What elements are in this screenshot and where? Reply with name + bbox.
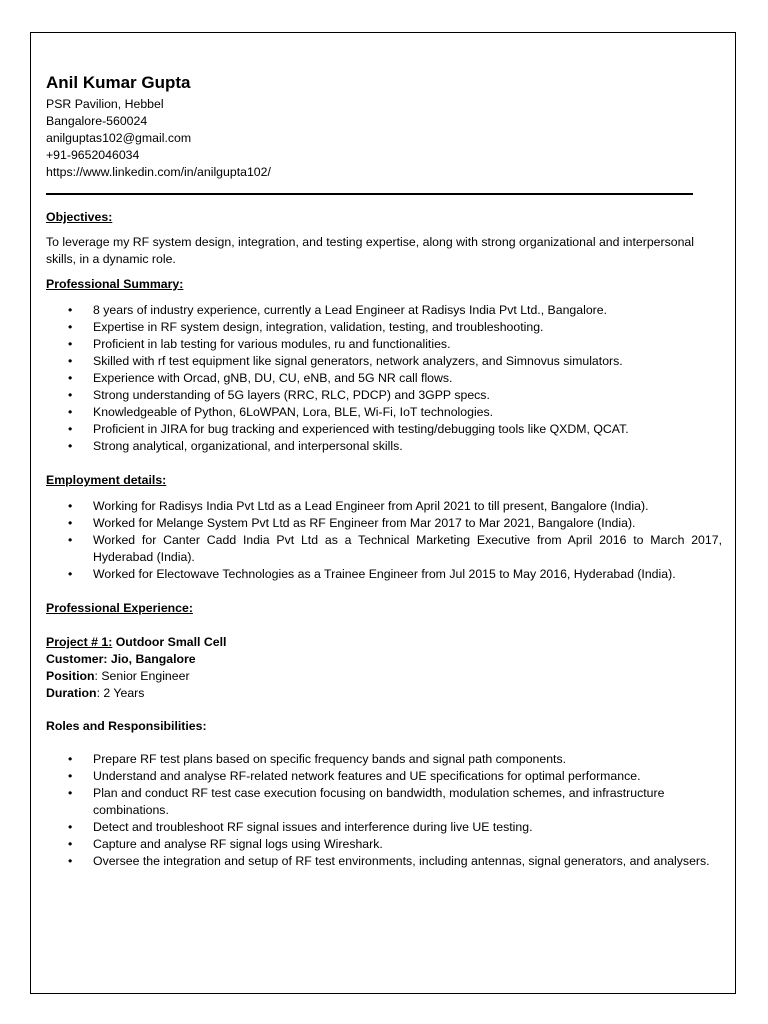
- bullet-icon: •: [68, 837, 73, 851]
- experience-heading: Professional Experience:: [46, 601, 193, 615]
- roles-list: [46, 751, 722, 870]
- bullet-icon: •: [68, 786, 73, 800]
- list-item: • Worked for Electowave Technologies as a Trainee Engineer from Jul 2015 to May 2016, Hyderabad (India).: [68, 567, 676, 581]
- address-line-1: PSR Pavilion, Hebbel: [46, 97, 164, 111]
- bullet-icon: •: [68, 405, 73, 419]
- list-item: • Proficient in lab testing for various modules, ru and functionalities.: [68, 337, 451, 351]
- bullet-icon: •: [68, 354, 73, 368]
- list-item: • Knowledgeable of Python, 6LoWPAN, Lora, BLE, Wi-Fi, IoT technologies.: [68, 405, 494, 419]
- list-item: • Expertise in RF system design, integration, validation, testing, and troubleshooting.: [68, 320, 544, 334]
- duration-line: Duration: 2 Years: [46, 686, 145, 700]
- bullet-icon: •: [68, 439, 73, 453]
- project-line: [46, 634, 722, 651]
- list-item: • Plan and conduct RF test case execution focusing on bandwidth, modulation schemes, and infrastructure combinations.: [68, 786, 665, 817]
- bullet-icon: •: [68, 337, 73, 351]
- roles-heading: Roles and Responsibilities:: [46, 719, 207, 733]
- objectives-text: To leverage my RF system design, integration, and testing expertise, along with strong organizational and interpersonal skills, in a dynamic role.: [46, 235, 694, 266]
- bullet-icon: •: [68, 320, 73, 334]
- bullet-icon: •: [68, 371, 73, 385]
- bullet-icon: •: [68, 499, 73, 513]
- address-line-2: Bangalore-560024: [46, 114, 148, 128]
- email[interactable]: anilguptas102@gmail.com: [46, 131, 192, 145]
- project-label: Project # 1:: [46, 635, 113, 649]
- employment-heading: Employment details:: [46, 473, 167, 487]
- list-item: • Strong understanding of 5G layers (RRC, RLC, PDCP) and 3GPP specs.: [68, 388, 490, 402]
- list-item: • Understand and analyse RF-related network features and UE specifications for optimal performance.: [68, 769, 641, 783]
- bullet-icon: •: [68, 422, 73, 436]
- candidate-name: Anil Kumar Gupta: [46, 73, 191, 92]
- list-item: • Proficient in JIRA for bug tracking and experienced with testing/debugging tools like QXDM, QCAT.: [68, 422, 629, 436]
- list-item: • Experience with Orcad, gNB, DU, CU, eNB, and 5G NR call flows.: [68, 371, 453, 385]
- bullet-icon: •: [68, 567, 73, 581]
- list-item: • Working for Radisys India Pvt Ltd as a Lead Engineer from April 2021 to till present, Bangalore (India).: [68, 499, 649, 513]
- employment-list: [46, 498, 722, 583]
- summary-list: [46, 302, 722, 455]
- bullet-icon: •: [68, 820, 73, 834]
- phone: +91-9652046034: [46, 148, 140, 162]
- list-item: • Prepare RF test plans based on specific frequency bands and signal path components.: [68, 752, 567, 766]
- list-item: • Strong analytical, organizational, and interpersonal skills.: [68, 439, 403, 453]
- position-line: Position: Senior Engineer: [46, 669, 190, 683]
- bullet-icon: •: [68, 854, 73, 868]
- bullet-icon: •: [68, 516, 73, 530]
- list-item: • Capture and analyse RF signal logs using Wireshark.: [68, 837, 383, 851]
- bullet-icon: •: [68, 769, 73, 783]
- resume-document: [46, 72, 722, 870]
- list-item: • Detect and troubleshoot RF signal issues and interference during live UE testing.: [68, 820, 533, 834]
- list-item: • 8 years of industry experience, currently a Lead Engineer at Radisys India Pvt Ltd., Bangalore.: [68, 303, 608, 317]
- objectives-heading: Objectives:: [46, 210, 113, 224]
- project-name: Outdoor Small Cell: [112, 635, 227, 649]
- list-item: • Oversee the integration and setup of RF test environments, including antennas, signal generators, and analysers.: [68, 854, 710, 868]
- summary-heading: Professional Summary:: [46, 277, 184, 291]
- bullet-icon: •: [68, 388, 73, 402]
- header-divider: [46, 193, 693, 195]
- list-item: • Skilled with rf test equipment like signal generators, network analyzers, and Simnovus simulators.: [68, 354, 623, 368]
- list-item: • Worked for Canter Cadd India Pvt Ltd as a Technical Marketing Executive from April 2016 to March 2017, Hyderabad (India).: [68, 533, 722, 564]
- customer-line: Customer: Jio, Bangalore: [46, 652, 196, 666]
- bullet-icon: •: [68, 533, 73, 547]
- linkedin-link[interactable]: https://www.linkedin.com/in/anilgupta102/: [46, 165, 271, 179]
- bullet-icon: •: [68, 303, 73, 317]
- list-item: • Worked for Melange System Pvt Ltd as RF Engineer from Mar 2017 to Mar 2021, Bangalore (India).: [68, 516, 636, 530]
- bullet-icon: •: [68, 752, 73, 766]
